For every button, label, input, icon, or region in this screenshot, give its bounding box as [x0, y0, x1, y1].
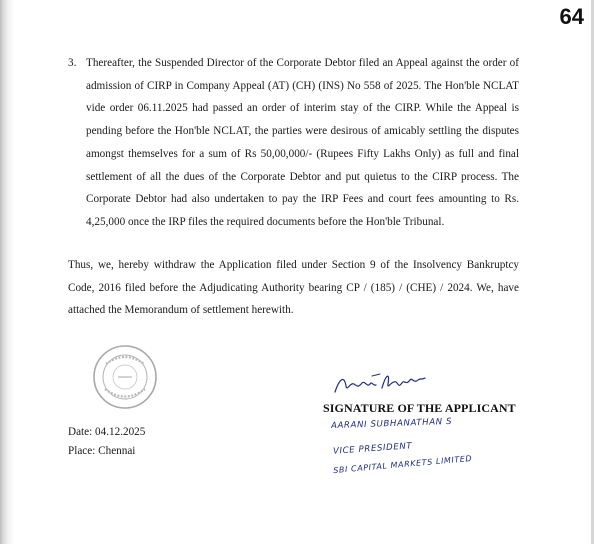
- company-seal-stamp: [92, 344, 158, 410]
- signature-heading: SIGNATURE OF THE APPLICANT: [323, 401, 516, 415]
- page-number: 64: [559, 4, 584, 29]
- handwritten-signature: [332, 368, 428, 396]
- withdrawal-paragraph: Thus, we, hereby withdraw the Application filed under Section 9 of the Insolvency Bankruptcy Code, 2016 filed before the Adjudicating Authority bearing CP / (185) / (CHE) / 2024. We, have attached the Memorandum of settlement herewith.: [68, 259, 519, 317]
- place-line: Place: Chennai: [68, 445, 136, 457]
- item-number: 3.: [68, 57, 77, 69]
- scan-left-edge: [0, 0, 14, 544]
- signatory-company: SBI CAPITAL MARKETS LIMITED: [332, 453, 473, 476]
- paragraph-3: Thereafter, the Suspended Director of the Corporate Debtor filed an Appeal against the order of admission of CIRP in Company Appeal (AT) (CH) (INS) No 558 of 2025. The Hon'ble NCLAT vide order 06.11.2025 had passed an order of interim stay of the CIRP. While the Appeal is pending before the Hon'ble NCLAT, the parties were desirous of amicably settling the disputes amongst themselves for a sum of Rs 50,00,000/- (Rupees Fifty Lakhs Only) as full and final settlement of all the dues of the Corporate Debtor and put quietus to the CIRP process. The Corporate Debtor had also undertaken to pay the IRP Fees and court fees amounting to Rs. 4,25,000 once the IRP files the required documents before the Hon'ble Tribunal.: [86, 57, 519, 228]
- date-line: Date: 04.12.2025: [68, 426, 146, 438]
- signatory-title: VICE PRESIDENT: [332, 441, 413, 457]
- signatory-name: AARANI SUBHANATHAN S: [330, 416, 453, 432]
